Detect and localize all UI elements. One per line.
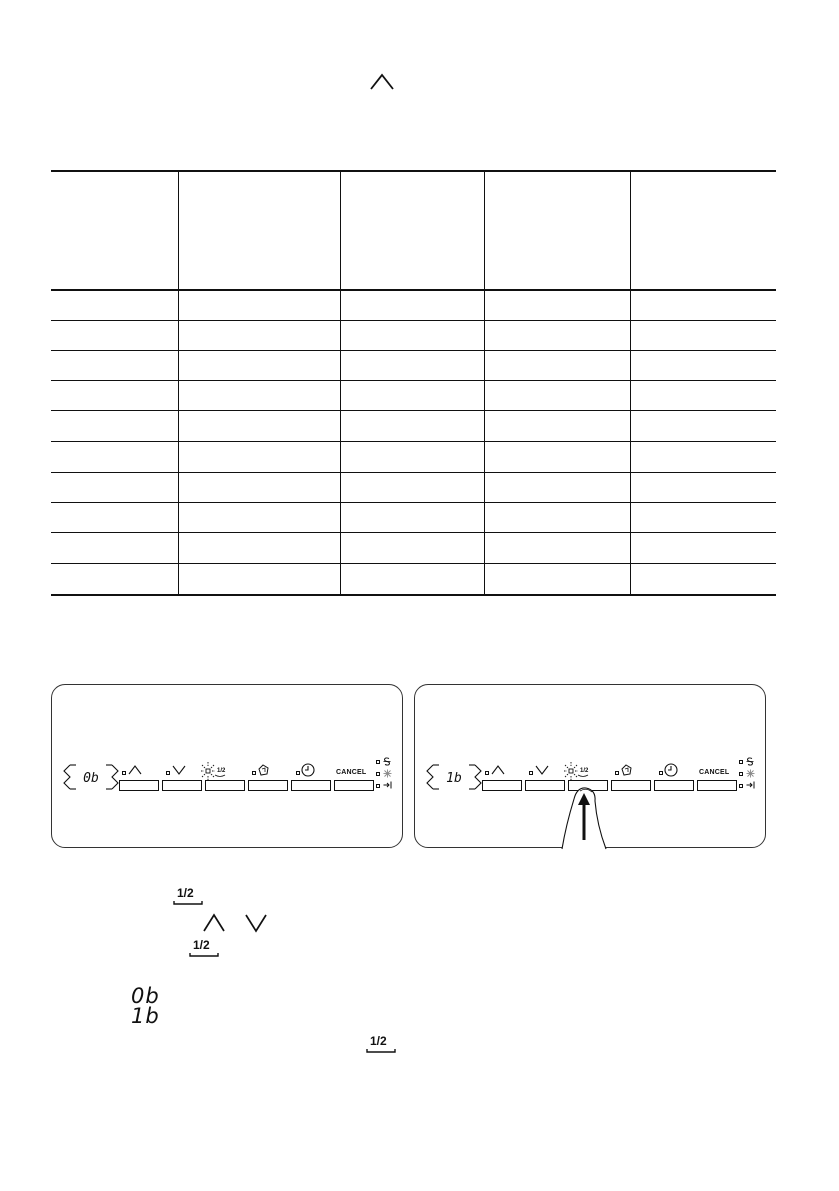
up-button[interactable] <box>482 780 522 791</box>
delay-button[interactable] <box>291 780 331 791</box>
control-panel-left <box>51 684 403 848</box>
cancel-button[interactable] <box>334 780 374 791</box>
tablet-icon <box>257 764 269 776</box>
salt-indicator-icon <box>746 757 754 766</box>
finger-press-icon <box>560 785 610 849</box>
down-button[interactable] <box>525 780 565 791</box>
clock-icon <box>301 763 315 777</box>
half-load-button[interactable] <box>205 780 245 791</box>
chevron-down-icon <box>172 765 186 775</box>
half-load-underline <box>189 952 219 958</box>
delay-button[interactable] <box>654 780 694 791</box>
up-button[interactable] <box>119 780 159 791</box>
half-load-underline <box>366 1048 396 1054</box>
chevron-down-icon <box>244 913 268 933</box>
svg-text:1/2: 1/2 <box>217 768 226 774</box>
chevron-down-icon <box>535 765 549 775</box>
half-load-symbol: 1/2 <box>370 1034 387 1048</box>
display-code-on: 1b <box>131 1004 160 1028</box>
tablet-button[interactable] <box>611 780 651 791</box>
half-load-symbol: 1/2 <box>177 886 194 900</box>
cancel-label: CANCEL <box>699 769 730 776</box>
half-load-icon <box>561 761 591 781</box>
tablet-button[interactable] <box>248 780 288 791</box>
clock-icon <box>664 763 678 777</box>
half-load-underline <box>173 900 203 906</box>
rinse-aid-indicator-icon <box>746 769 755 778</box>
chevron-up-icon <box>369 73 395 91</box>
svg-text:1/2: 1/2 <box>580 768 589 774</box>
cancel-label: CANCEL <box>336 769 367 776</box>
display-flashing <box>61 763 121 791</box>
half-load-icon <box>198 761 228 781</box>
tablet-icon <box>620 764 632 776</box>
display-value: 0b <box>83 771 99 786</box>
chevron-up-icon <box>491 765 505 775</box>
end-indicator-icon <box>383 781 392 789</box>
display-code-off: 0b <box>131 984 160 1008</box>
chevron-up-icon <box>202 913 226 933</box>
chevron-up-icon <box>128 765 142 775</box>
display-flashing <box>424 763 484 791</box>
half-load-symbol: 1/2 <box>193 938 210 952</box>
rinse-aid-indicator-icon <box>383 769 392 778</box>
salt-indicator-icon <box>383 757 391 766</box>
down-button[interactable] <box>162 780 202 791</box>
end-indicator-icon <box>746 781 755 789</box>
instructions-table <box>51 170 776 596</box>
display-value: 1b <box>446 771 462 786</box>
control-panel-right <box>414 684 766 848</box>
cancel-button[interactable] <box>697 780 737 791</box>
